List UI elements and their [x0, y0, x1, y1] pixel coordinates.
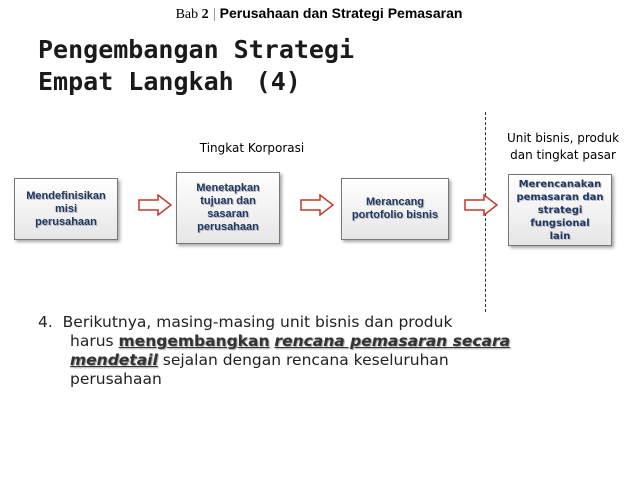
chapter-title: Perusahaan dan Strategi Pemasaran — [219, 5, 463, 21]
step-box-define-mission — [14, 178, 118, 240]
slide-title — [38, 34, 354, 98]
title-line-2 — [38, 66, 354, 98]
bab-label — [176, 7, 209, 22]
step-box-set-objectives — [176, 172, 280, 244]
label-unit-level — [493, 130, 633, 164]
slide-header — [0, 5, 638, 23]
title-line-1: Pengembangan Strategi — [38, 35, 355, 64]
step-4-text — [511, 178, 609, 243]
step-1-line-2: misi — [54, 202, 77, 215]
step-4-line-2: pemasaran dan — [516, 191, 604, 203]
body-paragraph — [38, 313, 598, 389]
bab-prefix: Bab — [175, 7, 199, 22]
label-unit-line-1: Unit bisnis, produk — [506, 131, 620, 145]
header-separator — [214, 8, 215, 21]
step-2-line-4: perusahaan — [197, 221, 259, 233]
step-3-line-1: Merancang — [365, 196, 425, 208]
emphasis-mengembangkan: mengembangkan — [118, 332, 270, 350]
step-box-plan-marketing — [508, 174, 612, 246]
body-text-part-2: harus — [70, 332, 114, 350]
body-text-part-1: Berikutnya, masing-masing unit bisnis dan produk — [62, 313, 453, 331]
step-1-line-1: Mendefinisikan — [26, 189, 106, 202]
step-2-line-1: Menetapkan — [196, 182, 260, 194]
step-1-line-3: perusahaan — [35, 215, 97, 228]
step-3-text — [352, 196, 438, 222]
title-line-2-text: Empat Langkah — [38, 67, 234, 96]
body-text-part-3: sejalan dengan rencana keseluruhan — [162, 351, 449, 369]
bab-number: 2 — [201, 7, 209, 22]
arrow-right-icon — [300, 194, 334, 216]
emphasis-rencana-pemasaran: rencana pemasaran secara — [274, 332, 511, 350]
body-line-2 — [38, 332, 598, 351]
arrow-right-icon — [138, 194, 172, 216]
body-line-1 — [38, 313, 598, 332]
emphasis-mendetail: mendetail — [70, 351, 158, 369]
list-number: 4. — [38, 313, 53, 331]
step-4-line-3: strategi fungsional — [530, 204, 590, 229]
step-3-line-2: portofolio bisnis — [351, 209, 439, 221]
step-2-line-3: sasaran — [207, 208, 249, 220]
step-box-design-portfolio — [341, 178, 449, 240]
step-2-text — [196, 182, 260, 234]
label-corporate-level: Tingkat Korporasi — [199, 141, 305, 155]
step-4-line-4: lain — [549, 230, 571, 242]
title-number: (4) — [255, 67, 301, 96]
step-1-text — [26, 190, 105, 229]
body-line-4: perusahaan — [70, 370, 162, 388]
arrow-right-icon — [464, 194, 498, 216]
label-unit-line-2: dan tingkat pasar — [510, 148, 616, 162]
body-line-3 — [38, 351, 598, 370]
step-2-line-2: tujuan dan — [200, 195, 256, 207]
step-4-line-1: Merencanakan — [518, 178, 602, 190]
